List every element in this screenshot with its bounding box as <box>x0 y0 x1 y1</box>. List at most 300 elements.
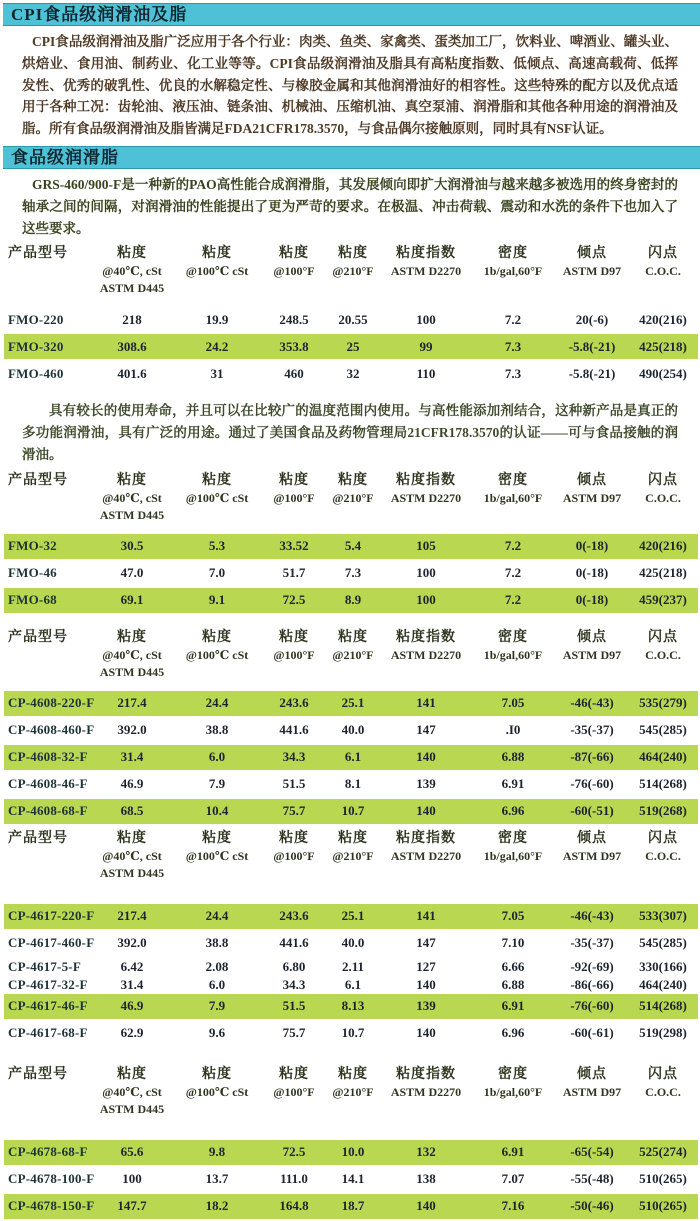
column-header-line: @100°F <box>273 647 315 662</box>
value-cell: 7.2 <box>504 565 522 581</box>
section-title-grease: 食品级润滑脂 <box>11 147 119 167</box>
column-header-line: 倾点 <box>577 472 607 488</box>
value-cell: 62.9 <box>120 1025 144 1041</box>
value-cell: 401.6 <box>117 365 147 381</box>
product-model: CP-4617-220-F <box>8 908 95 924</box>
column-header-line: @100℃ cSt <box>185 848 249 863</box>
column-header-line: @210°F <box>332 1084 374 1099</box>
column-header-line: 粘度指数 <box>396 1066 456 1082</box>
column-header-line: 产品型号 <box>8 472 68 488</box>
column-header-viscosity-index <box>380 245 472 280</box>
value-cell: 51.5 <box>282 776 306 792</box>
product-model: CP-4608-68-F <box>8 803 88 819</box>
value-cell: 132 <box>416 1144 436 1160</box>
column-header-viscosity-40c <box>92 245 172 297</box>
column-header-line: 闪点 <box>648 472 678 488</box>
product-model: FMO-46 <box>8 565 57 581</box>
column-header-line: ASTM D97 <box>562 1084 622 1099</box>
value-cell: 308.6 <box>117 338 147 354</box>
column-header-line: ASTM D445 <box>99 1101 165 1116</box>
product-model: CP-4608-220-F <box>8 695 95 711</box>
column-header-line: @210°F <box>332 264 374 279</box>
column-header-line: ASTM D2270 <box>390 848 462 863</box>
value-cell: 243.6 <box>279 695 309 711</box>
product-model: CP-4617-5-F <box>8 958 81 974</box>
value-cell: 140 <box>416 1025 436 1041</box>
column-header-line: 密度 <box>498 246 528 262</box>
table-row <box>4 534 698 559</box>
column-header-line: ASTM D97 <box>562 264 622 279</box>
column-header-line: 粘度 <box>202 1066 232 1082</box>
column-header-line: 粘度 <box>279 830 309 846</box>
value-cell: 24.2 <box>205 338 229 354</box>
column-header-line: C.O.C. <box>645 647 681 662</box>
column-header-flash-point <box>630 830 696 865</box>
column-header-viscosity-100c <box>172 245 262 280</box>
value-cell: 140 <box>416 749 436 765</box>
value-cell: 31.4 <box>120 749 144 765</box>
value-cell: 2.11 <box>341 958 365 974</box>
spec-table-cp4608 <box>4 629 698 824</box>
value-cell: 75.7 <box>282 1025 306 1041</box>
value-cell: 51.5 <box>282 998 306 1014</box>
column-header-flash-point <box>630 245 696 280</box>
value-cell: 10.4 <box>205 803 229 819</box>
value-cell: 34.3 <box>282 976 306 992</box>
value-cell: 14.1 <box>341 1171 365 1187</box>
table-row <box>4 334 698 359</box>
value-cell: 420(216) <box>639 311 687 327</box>
value-cell: 140 <box>416 1198 436 1214</box>
table-body <box>4 904 698 1046</box>
spec-table-fmo-heavy <box>4 245 698 386</box>
column-header-line: 粘度 <box>338 830 368 846</box>
value-cell: 10.7 <box>341 803 365 819</box>
spec-table-cp4617 <box>4 830 698 1046</box>
column-header-product-model <box>4 245 92 263</box>
value-cell: -5.8(-21) <box>568 338 616 354</box>
product-model: CP-4617-460-F <box>8 935 95 951</box>
value-cell: 514(268) <box>639 776 687 792</box>
value-cell: 7.2 <box>504 538 522 554</box>
value-cell: 24.4 <box>205 908 229 924</box>
column-header-line: 粘度指数 <box>396 246 456 262</box>
table-row <box>4 1194 698 1219</box>
column-header-line: 倾点 <box>577 1066 607 1082</box>
table-header-row <box>4 830 698 882</box>
value-cell: 7.0 <box>208 565 226 581</box>
column-header-line: 倾点 <box>577 629 607 645</box>
column-header-line: 粘度 <box>202 246 232 262</box>
column-header-line: C.O.C. <box>645 1084 681 1099</box>
table-body <box>4 534 698 613</box>
intro-paragraph: CPI食品级润滑油及脂广泛应用于各个行业：肉类、鱼类、家禽类、蛋类加工厂，饮料业、啤酒业、罐头业、烘焙业、食用油、制药业、化工业等等。CPI食品级润滑油及脂具有高粘度指数、低倾点、高速高载荷、低挥发性、优秀的破乳性、优良的水解稳定性、与橡胶金属和其他润滑油好的相容性。这些特殊的配方以及优点适用于各种工况：齿轮油、液压油、链条油、机械油、压缩机油、真空泵浦、润滑脂和其他各种用途的润滑油及脂。所有食品级润滑油及脂皆满足FDA21CFR178.3570，与食品偶尔接触原则，同时具有NSF认证。 <box>22 34 678 137</box>
column-header-line: 粘度 <box>117 246 147 262</box>
product-model: FMO-220 <box>8 311 64 327</box>
value-cell: 72.5 <box>282 592 306 608</box>
value-cell: 441.6 <box>279 722 309 738</box>
value-cell: 25 <box>346 338 360 354</box>
value-cell: 38.8 <box>205 935 229 951</box>
value-cell: 111.0 <box>280 1171 308 1187</box>
value-cell: 6.42 <box>120 958 144 974</box>
column-header-density <box>472 472 554 507</box>
table-row <box>4 307 698 332</box>
value-cell: 51.7 <box>282 565 306 581</box>
value-cell: 10.7 <box>341 1025 365 1041</box>
value-cell: 69.1 <box>120 592 144 608</box>
column-header-line: 粘度 <box>338 246 368 262</box>
column-header-pour-point <box>554 629 630 664</box>
value-cell: 34.3 <box>282 749 306 765</box>
column-header-line: @40℃, cSt <box>102 490 162 505</box>
value-cell: 99 <box>419 338 433 354</box>
column-header-line: 粘度 <box>117 1066 147 1082</box>
value-cell: 533(307) <box>639 908 687 924</box>
value-cell: 33.52 <box>279 538 309 554</box>
column-header-line: 1b/gal,60°F <box>483 647 543 662</box>
column-header-line: ASTM D97 <box>562 848 622 863</box>
column-header-line: 闪点 <box>648 246 678 262</box>
section-title-oils: CPI食品级润滑油及脂 <box>11 5 188 24</box>
value-cell: 9.1 <box>208 592 226 608</box>
column-header-density <box>472 245 554 280</box>
table-row <box>4 799 698 824</box>
column-header-line: 产品型号 <box>8 629 68 645</box>
column-header-line: ASTM D2270 <box>390 1084 462 1099</box>
value-cell: 6.88 <box>501 976 525 992</box>
column-header-line: ASTM D2270 <box>390 647 462 662</box>
column-header-line: 粘度 <box>338 1066 368 1082</box>
value-cell: 490(254) <box>639 365 687 381</box>
table-row <box>4 1140 698 1165</box>
column-header-viscosity-index <box>380 629 472 664</box>
column-header-viscosity-100c <box>172 830 262 865</box>
table-row <box>4 718 698 743</box>
value-cell: 38.8 <box>205 722 229 738</box>
table-body <box>4 691 698 824</box>
value-cell: 464(240) <box>639 749 687 765</box>
value-cell: 5.3 <box>208 538 226 554</box>
value-cell: 110 <box>416 365 436 381</box>
table-body <box>4 307 698 386</box>
value-cell: 139 <box>416 776 436 792</box>
product-model: FMO-68 <box>8 592 57 608</box>
column-header-line: 粘度 <box>279 472 309 488</box>
value-cell: 40.0 <box>341 935 365 951</box>
column-header-density <box>472 629 554 664</box>
value-cell: 8.1 <box>344 776 362 792</box>
column-header-line: 闪点 <box>648 830 678 846</box>
column-header-flash-point <box>630 472 696 507</box>
value-cell: 147 <box>416 722 436 738</box>
value-cell: -60(-51) <box>570 803 614 819</box>
spec-table-fmo-light <box>4 472 698 613</box>
column-header-line: 产品型号 <box>8 830 68 846</box>
value-cell: 519(268) <box>639 803 687 819</box>
value-cell: 18.7 <box>341 1198 365 1214</box>
value-cell: 7.10 <box>501 935 525 951</box>
product-model: CP-4678-150-F <box>8 1198 95 1214</box>
document-page <box>0 3 700 1219</box>
column-header-line: 粘度 <box>338 472 368 488</box>
column-header-line: 粘度 <box>117 830 147 846</box>
value-cell: 7.9 <box>208 776 226 792</box>
value-cell: 6.1 <box>344 749 362 765</box>
column-header-line: ASTM D445 <box>99 281 165 296</box>
table-row <box>4 931 698 956</box>
table-row <box>4 588 698 613</box>
value-cell: 2.08 <box>205 958 229 974</box>
value-cell: 9.6 <box>208 1025 226 1041</box>
column-header-product-model <box>4 472 92 490</box>
column-header-line: 闪点 <box>648 629 678 645</box>
value-cell: 392.0 <box>117 722 147 738</box>
column-header-line: ASTM D445 <box>99 507 165 522</box>
value-cell: 25.1 <box>341 908 365 924</box>
value-cell: 535(279) <box>639 695 687 711</box>
value-cell: 243.6 <box>279 908 309 924</box>
product-model: CP-4608-32-F <box>8 749 88 765</box>
column-header-line: C.O.C. <box>645 264 681 279</box>
column-header-line: 密度 <box>498 472 528 488</box>
column-header-product-model <box>4 830 92 848</box>
value-cell: -35(-37) <box>570 935 614 951</box>
value-cell: .I0 <box>505 722 521 738</box>
value-cell: 31.4 <box>120 976 144 992</box>
table-header-row <box>4 629 698 681</box>
value-cell: -46(-43) <box>570 908 614 924</box>
table-header-row <box>4 472 698 524</box>
value-cell: 459(237) <box>639 592 687 608</box>
value-cell: 425(218) <box>639 565 687 581</box>
value-cell: -35(-37) <box>570 722 614 738</box>
product-model: CP-4678-68-F <box>8 1144 88 1160</box>
value-cell: 65.6 <box>120 1144 144 1160</box>
product-model: CP-4678-100-F <box>8 1171 95 1187</box>
column-header-viscosity-210f <box>326 472 380 507</box>
table-row <box>4 976 698 994</box>
column-header-flash-point <box>630 629 696 664</box>
column-header-line: @100℃ cSt <box>185 647 249 662</box>
table-row <box>4 994 698 1019</box>
value-cell: 6.66 <box>501 958 525 974</box>
column-header-line: C.O.C. <box>645 490 681 505</box>
column-header-pour-point <box>554 1066 630 1101</box>
product-model: CP-4617-68-F <box>8 1025 88 1041</box>
value-cell: 139 <box>416 998 436 1014</box>
column-header-viscosity-210f <box>326 1066 380 1101</box>
column-header-line: ASTM D2270 <box>390 490 462 505</box>
column-header-viscosity-40c <box>92 830 172 882</box>
table-row <box>4 361 698 386</box>
column-header-line: 粘度 <box>338 629 368 645</box>
value-cell: 40.0 <box>341 722 365 738</box>
value-cell: -46(-43) <box>570 695 614 711</box>
column-header-product-model <box>4 1066 92 1084</box>
column-header-line: @40℃, cSt <box>102 264 162 279</box>
column-header-viscosity-210f <box>326 245 380 280</box>
mid-paragraph: 具有较长的使用寿命，并且可以在比较广的温度范围内使用。与高性能添加剂结合，这种新产品是真正的多功能润滑油，具有广泛的用途。通过了美国食品及药物管理局21CFR178.3570的认证——可与食品接触的润滑油。 <box>22 403 678 462</box>
value-cell: 545(285) <box>639 935 687 951</box>
column-header-line: 粘度指数 <box>396 629 456 645</box>
value-cell: 20(-6) <box>575 311 609 327</box>
value-cell: 31 <box>210 365 224 381</box>
column-header-line: 粘度 <box>117 472 147 488</box>
column-header-line: 倾点 <box>577 246 607 262</box>
column-header-line: @100℃ cSt <box>185 264 249 279</box>
column-header-pour-point <box>554 472 630 507</box>
table-row <box>4 1021 698 1046</box>
value-cell: 25.1 <box>341 695 365 711</box>
value-cell: 7.3 <box>504 365 522 381</box>
value-cell: 9.8 <box>208 1144 226 1160</box>
value-cell: 392.0 <box>117 935 147 951</box>
table-row <box>4 772 698 797</box>
column-header-density <box>472 1066 554 1101</box>
value-cell: 7.2 <box>504 592 522 608</box>
column-header-line: 粘度 <box>202 830 232 846</box>
value-cell: 30.5 <box>120 538 144 554</box>
value-cell: 460 <box>284 365 304 381</box>
value-cell: 105 <box>416 538 436 554</box>
column-header-line: 1b/gal,60°F <box>483 1084 543 1099</box>
column-header-line: @100°F <box>273 1084 315 1099</box>
value-cell: 164.8 <box>279 1198 309 1214</box>
column-header-line: @100℃ cSt <box>185 490 249 505</box>
column-header-viscosity-100f <box>262 472 326 507</box>
value-cell: 138 <box>416 1171 436 1187</box>
value-cell: 100 <box>416 592 436 608</box>
section-bar-grease <box>3 146 700 169</box>
value-cell: 147.7 <box>117 1198 147 1214</box>
product-model: CP-4617-46-F <box>8 998 88 1014</box>
column-header-line: 倾点 <box>577 830 607 846</box>
column-header-viscosity-210f <box>326 830 380 865</box>
column-header-line: 粘度 <box>202 472 232 488</box>
value-cell: 441.6 <box>279 935 309 951</box>
column-header-line: ASTM D2270 <box>390 264 462 279</box>
column-header-viscosity-210f <box>326 629 380 664</box>
value-cell: 514(268) <box>639 998 687 1014</box>
value-cell: -65(-54) <box>570 1144 614 1160</box>
column-header-viscosity-100f <box>262 245 326 280</box>
table-row <box>4 745 698 770</box>
value-cell: 6.80 <box>282 958 306 974</box>
value-cell: 7.07 <box>501 1171 525 1187</box>
value-cell: 6.96 <box>501 803 525 819</box>
value-cell: 217.4 <box>117 908 147 924</box>
column-header-line: @100°F <box>273 264 315 279</box>
value-cell: 68.5 <box>120 803 144 819</box>
value-cell: 5.4 <box>344 538 362 554</box>
value-cell: -92(-69) <box>570 958 614 974</box>
value-cell: 32 <box>346 365 360 381</box>
value-cell: 75.7 <box>282 803 306 819</box>
column-header-viscosity-40c <box>92 1066 172 1118</box>
value-cell: 420(216) <box>639 538 687 554</box>
value-cell: 6.96 <box>501 1025 525 1041</box>
value-cell: 19.9 <box>205 311 229 327</box>
value-cell: 140 <box>416 976 436 992</box>
value-cell: 147 <box>416 935 436 951</box>
value-cell: 6.0 <box>208 976 226 992</box>
value-cell: 127 <box>416 958 436 974</box>
value-cell: 217.4 <box>117 695 147 711</box>
product-model: CP-4608-460-F <box>8 722 95 738</box>
column-header-viscosity-100c <box>172 472 262 507</box>
value-cell: 6.0 <box>208 749 226 765</box>
column-header-line: @100°F <box>273 490 315 505</box>
column-header-line: @100℃ cSt <box>185 1084 249 1099</box>
value-cell: -60(-61) <box>570 1025 614 1041</box>
column-header-product-model <box>4 629 92 647</box>
value-cell: 425(218) <box>639 338 687 354</box>
value-cell: 7.2 <box>504 311 522 327</box>
column-header-line: ASTM D445 <box>99 865 165 880</box>
value-cell: 7.3 <box>344 565 362 581</box>
column-header-line: 粘度指数 <box>396 472 456 488</box>
value-cell: 141 <box>416 908 436 924</box>
table-row <box>4 1167 698 1192</box>
value-cell: -55(-48) <box>570 1171 614 1187</box>
value-cell: 0(-18) <box>575 565 609 581</box>
value-cell: 545(285) <box>639 722 687 738</box>
product-model: FMO-32 <box>8 538 57 554</box>
column-header-line: 1b/gal,60°F <box>483 490 543 505</box>
column-header-line: 粘度 <box>117 629 147 645</box>
value-cell: 525(274) <box>639 1144 687 1160</box>
value-cell: 8.9 <box>344 592 362 608</box>
column-header-line: 粘度 <box>279 1066 309 1082</box>
value-cell: 218 <box>122 311 142 327</box>
value-cell: 46.9 <box>120 998 144 1014</box>
column-header-line: @210°F <box>332 848 374 863</box>
value-cell: 7.05 <box>501 695 525 711</box>
column-header-line: 粘度 <box>202 629 232 645</box>
value-cell: 330(166) <box>639 958 687 974</box>
column-header-viscosity-100c <box>172 629 262 664</box>
value-cell: 510(265) <box>639 1171 687 1187</box>
column-header-viscosity-index <box>380 830 472 865</box>
column-header-density <box>472 830 554 865</box>
value-cell: 7.3 <box>504 338 522 354</box>
column-header-line: @210°F <box>332 490 374 505</box>
column-header-viscosity-40c <box>92 472 172 524</box>
section-bar-oils <box>3 3 700 26</box>
value-cell: 8.13 <box>341 998 365 1014</box>
column-header-viscosity-100f <box>262 1066 326 1101</box>
value-cell: 0(-18) <box>575 592 609 608</box>
value-cell: -76(-60) <box>570 776 614 792</box>
column-header-flash-point <box>630 1066 696 1101</box>
column-header-line: ASTM D97 <box>562 490 622 505</box>
column-header-pour-point <box>554 245 630 280</box>
value-cell: -76(-60) <box>570 998 614 1014</box>
value-cell: 24.4 <box>205 695 229 711</box>
table-row <box>4 958 698 976</box>
table-row <box>4 904 698 929</box>
value-cell: 6.91 <box>501 776 525 792</box>
value-cell: 47.0 <box>120 565 144 581</box>
value-cell: 510(265) <box>639 1198 687 1214</box>
table-header-row <box>4 1066 698 1118</box>
column-header-viscosity-index <box>380 1066 472 1101</box>
column-header-line: @210°F <box>332 647 374 662</box>
column-header-line: 密度 <box>498 1066 528 1082</box>
value-cell: 13.7 <box>205 1171 229 1187</box>
value-cell: 6.91 <box>501 1144 525 1160</box>
